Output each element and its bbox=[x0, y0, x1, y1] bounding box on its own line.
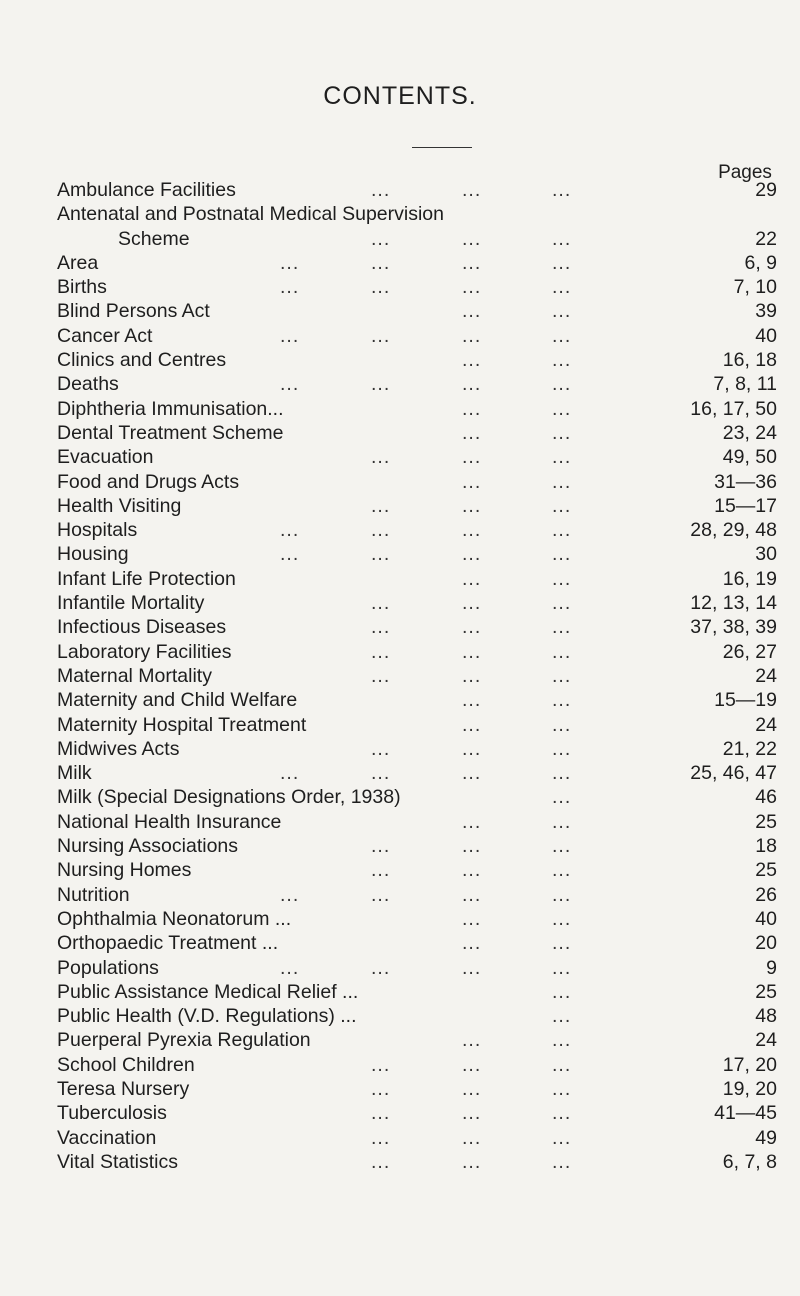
entry-title: Infantile Mortality bbox=[57, 592, 205, 615]
dot-leader: ... bbox=[552, 421, 572, 444]
dot-leader: ... bbox=[371, 276, 391, 299]
dot-leader: ... bbox=[552, 446, 572, 469]
dot-leader: ... bbox=[371, 835, 391, 858]
toc-entry bbox=[57, 1028, 797, 1052]
entry-title: Orthopaedic Treatment ... bbox=[57, 932, 279, 955]
dot-leader: ... bbox=[552, 1005, 572, 1028]
dot-leader: ... bbox=[462, 1077, 482, 1100]
dot-leader: ... bbox=[280, 519, 300, 542]
dot-leader: ... bbox=[462, 883, 482, 906]
entry-pages: 15—19 bbox=[714, 689, 777, 712]
dot-leader: ... bbox=[371, 640, 391, 663]
dot-leader: ... bbox=[280, 543, 300, 566]
toc-entry bbox=[57, 299, 797, 323]
dot-leader: ... bbox=[280, 373, 300, 396]
dot-leader: ... bbox=[552, 179, 572, 201]
dot-leader: ... bbox=[462, 932, 482, 955]
dot-leader: ... bbox=[462, 1102, 482, 1125]
dot-leader: ... bbox=[462, 1126, 482, 1149]
toc-entry bbox=[57, 1077, 797, 1101]
dot-leader: ... bbox=[462, 640, 482, 663]
entry-title: Populations bbox=[57, 956, 159, 979]
dot-leader: ... bbox=[371, 1053, 391, 1076]
entry-title: Vaccination bbox=[57, 1126, 157, 1149]
dot-leader: ... bbox=[462, 616, 482, 639]
entry-title: Milk bbox=[57, 762, 92, 785]
entry-title: Maternal Mortality bbox=[57, 664, 212, 687]
toc-entry bbox=[57, 470, 797, 494]
dot-leader: ... bbox=[371, 883, 391, 906]
dot-leader: ... bbox=[462, 397, 482, 420]
toc-entry bbox=[57, 567, 797, 591]
dot-leader: ... bbox=[462, 421, 482, 444]
entry-pages: 12, 13, 14 bbox=[690, 592, 777, 615]
toc-entry bbox=[57, 542, 797, 566]
dot-leader: ... bbox=[552, 470, 572, 493]
pages-column-header: Pages bbox=[718, 162, 772, 183]
entry-title: Infant Life Protection bbox=[57, 567, 236, 590]
dot-leader: ... bbox=[280, 956, 300, 979]
entry-pages: 49, 50 bbox=[722, 446, 777, 469]
entry-pages: 37, 38, 39 bbox=[690, 616, 777, 639]
dot-leader: ... bbox=[371, 1077, 391, 1100]
entry-pages: 25 bbox=[755, 980, 777, 1003]
dot-leader: ... bbox=[552, 664, 572, 687]
toc-entry bbox=[57, 785, 797, 809]
dot-leader: ... bbox=[552, 300, 572, 323]
dot-leader: ... bbox=[462, 470, 482, 493]
toc-entry bbox=[57, 1101, 797, 1125]
dot-leader: ... bbox=[552, 227, 572, 250]
dot-leader: ... bbox=[280, 883, 300, 906]
dot-leader: ... bbox=[552, 397, 572, 420]
entry-pages: 18 bbox=[755, 835, 777, 858]
dot-leader: ... bbox=[552, 786, 572, 809]
toc-entry bbox=[57, 858, 797, 882]
entry-pages: 31—36 bbox=[714, 470, 777, 493]
dot-leader: ... bbox=[371, 519, 391, 542]
entry-pages: 26 bbox=[755, 883, 777, 906]
entry-pages: 25, 46, 47 bbox=[690, 762, 777, 785]
dot-leader: ... bbox=[552, 616, 572, 639]
dot-leader: ... bbox=[462, 227, 482, 250]
dot-leader: ... bbox=[552, 932, 572, 955]
dot-leader: ... bbox=[552, 567, 572, 590]
dot-leader: ... bbox=[552, 349, 572, 372]
dot-leader: ... bbox=[462, 324, 482, 347]
toc-entry bbox=[57, 834, 797, 858]
dot-leader: ... bbox=[552, 810, 572, 833]
entry-title: Nursing Homes bbox=[57, 859, 192, 882]
dot-leader: ... bbox=[462, 713, 482, 736]
dot-leader: ... bbox=[280, 762, 300, 785]
dot-leader: ... bbox=[552, 1077, 572, 1100]
dot-leader: ... bbox=[371, 1150, 391, 1173]
dot-leader: ... bbox=[462, 907, 482, 930]
dot-leader: ... bbox=[371, 762, 391, 785]
toc-entry bbox=[57, 931, 797, 955]
entry-pages: 49 bbox=[755, 1126, 777, 1149]
entry-pages: 15—17 bbox=[714, 494, 777, 517]
toc-entry bbox=[57, 275, 797, 299]
dot-leader: ... bbox=[552, 251, 572, 274]
entry-pages: 21, 22 bbox=[722, 737, 777, 760]
dot-leader: ... bbox=[462, 276, 482, 299]
dot-leader: ... bbox=[552, 980, 572, 1003]
entry-title: School Children bbox=[57, 1053, 195, 1076]
entry-title: Evacuation bbox=[57, 446, 154, 469]
dot-leader: ... bbox=[552, 1126, 572, 1149]
dot-leader: ... bbox=[462, 859, 482, 882]
toc-entry bbox=[57, 1126, 797, 1150]
entry-title: Maternity Hospital Treatment bbox=[57, 713, 307, 736]
dot-leader: ... bbox=[462, 592, 482, 615]
entry-title: Clinics and Centres bbox=[57, 349, 227, 372]
entry-title: Area bbox=[57, 251, 99, 274]
entry-pages: 46 bbox=[755, 786, 777, 809]
entry-title: Births bbox=[57, 276, 107, 299]
dot-leader: ... bbox=[552, 859, 572, 882]
dot-leader: ... bbox=[280, 276, 300, 299]
entry-title: Teresa Nursery bbox=[57, 1077, 190, 1100]
dot-leader: ... bbox=[371, 251, 391, 274]
toc-entry bbox=[57, 202, 797, 226]
entry-pages: 6, 7, 8 bbox=[722, 1150, 777, 1173]
dot-leader: ... bbox=[462, 446, 482, 469]
entry-pages: 22 bbox=[755, 227, 777, 250]
dot-leader: ... bbox=[280, 251, 300, 274]
dot-leader: ... bbox=[462, 762, 482, 785]
entry-title: Health Visiting bbox=[57, 494, 182, 517]
dot-leader: ... bbox=[552, 324, 572, 347]
toc-entry bbox=[57, 713, 797, 737]
entry-title: Milk (Special Designations Order, 1938) bbox=[57, 786, 401, 809]
dot-leader: ... bbox=[462, 810, 482, 833]
entry-pages: 30 bbox=[755, 543, 777, 566]
toc-entry bbox=[57, 761, 797, 785]
toc-entry bbox=[57, 664, 797, 688]
toc-entry bbox=[57, 372, 797, 396]
dot-leader: ... bbox=[552, 543, 572, 566]
dot-leader: ... bbox=[552, 956, 572, 979]
dot-leader: ... bbox=[462, 835, 482, 858]
entry-title: Housing bbox=[57, 543, 129, 566]
toc-entry bbox=[57, 615, 797, 639]
entry-pages: 40 bbox=[755, 907, 777, 930]
dot-leader: ... bbox=[371, 324, 391, 347]
entry-title: Laboratory Facilities bbox=[57, 640, 232, 663]
dot-leader: ... bbox=[552, 835, 572, 858]
contents-list bbox=[57, 178, 797, 1174]
entry-pages: 17, 20 bbox=[722, 1053, 777, 1076]
toc-entry bbox=[57, 688, 797, 712]
entry-title: Blind Persons Act bbox=[57, 300, 210, 323]
toc-entry bbox=[57, 324, 797, 348]
dot-leader: ... bbox=[552, 1053, 572, 1076]
entry-pages: 9 bbox=[766, 956, 777, 979]
entry-title: Ambulance Facilities bbox=[57, 179, 236, 201]
entry-title: Vital Statistics bbox=[57, 1150, 179, 1173]
dot-leader: ... bbox=[462, 1150, 482, 1173]
dot-leader: ... bbox=[552, 276, 572, 299]
dot-leader: ... bbox=[552, 494, 572, 517]
entry-pages: 16, 19 bbox=[722, 567, 777, 590]
toc-entry bbox=[57, 1053, 797, 1077]
entry-pages: 39 bbox=[755, 300, 777, 323]
entry-title: Cancer Act bbox=[57, 324, 153, 347]
dot-leader: ... bbox=[371, 227, 391, 250]
toc-entry bbox=[57, 980, 797, 1004]
dot-leader: ... bbox=[552, 907, 572, 930]
dot-leader: ... bbox=[462, 1029, 482, 1052]
toc-entry bbox=[57, 1004, 797, 1028]
entry-title: National Health Insurance bbox=[57, 810, 282, 833]
dot-leader: ... bbox=[552, 737, 572, 760]
dot-leader: ... bbox=[462, 300, 482, 323]
dot-leader: ... bbox=[462, 494, 482, 517]
dot-leader: ... bbox=[552, 762, 572, 785]
entry-pages: 25 bbox=[755, 859, 777, 882]
dot-leader: ... bbox=[552, 1102, 572, 1125]
entry-title: Public Assistance Medical Relief ... bbox=[57, 980, 359, 1003]
entry-title: Nutrition bbox=[57, 883, 130, 906]
dot-leader: ... bbox=[371, 592, 391, 615]
dot-leader: ... bbox=[371, 373, 391, 396]
dot-leader: ... bbox=[552, 592, 572, 615]
entry-title: Tuberculosis bbox=[57, 1102, 167, 1125]
entry-pages: 25 bbox=[755, 810, 777, 833]
entry-pages: 29 bbox=[755, 179, 777, 201]
dot-leader: ... bbox=[462, 179, 482, 201]
dot-leader: ... bbox=[552, 1029, 572, 1052]
toc-entry bbox=[57, 518, 797, 542]
entry-pages: 28, 29, 48 bbox=[690, 519, 777, 542]
toc-entry bbox=[57, 348, 797, 372]
entry-pages: 24 bbox=[755, 664, 777, 687]
toc-entry bbox=[57, 178, 797, 202]
entry-title: Midwives Acts bbox=[57, 737, 180, 760]
toc-entry bbox=[57, 810, 797, 834]
entry-title: Nursing Associations bbox=[57, 835, 239, 858]
dot-leader: ... bbox=[462, 373, 482, 396]
toc-entry bbox=[57, 445, 797, 469]
entry-pages: 23, 24 bbox=[722, 421, 777, 444]
dot-leader: ... bbox=[462, 543, 482, 566]
dot-leader: ... bbox=[462, 956, 482, 979]
entry-title: Puerperal Pyrexia Regulation bbox=[57, 1029, 311, 1052]
dot-leader: ... bbox=[462, 349, 482, 372]
toc-entry bbox=[57, 956, 797, 980]
entry-title: Maternity and Child Welfare bbox=[57, 689, 298, 712]
page-title: CONTENTS. bbox=[323, 82, 477, 110]
entry-pages: 19, 20 bbox=[722, 1077, 777, 1100]
entry-title: Infectious Diseases bbox=[57, 616, 227, 639]
entry-pages: 16, 17, 50 bbox=[690, 397, 777, 420]
toc-entry bbox=[57, 494, 797, 518]
dot-leader: ... bbox=[462, 519, 482, 542]
dot-leader: ... bbox=[371, 616, 391, 639]
toc-entry bbox=[57, 397, 797, 421]
dot-leader: ... bbox=[371, 664, 391, 687]
entry-title: Public Health (V.D. Regulations) ... bbox=[57, 1005, 357, 1028]
dot-leader: ... bbox=[552, 373, 572, 396]
entry-pages: 6, 9 bbox=[744, 251, 777, 274]
entry-title: Scheme bbox=[118, 227, 190, 250]
entry-pages: 48 bbox=[755, 1005, 777, 1028]
toc-entry bbox=[57, 227, 797, 251]
entry-pages: 24 bbox=[755, 713, 777, 736]
dot-leader: ... bbox=[552, 713, 572, 736]
toc-entry bbox=[57, 591, 797, 615]
entry-title: Food and Drugs Acts bbox=[57, 470, 240, 493]
entry-title: Deaths bbox=[57, 373, 119, 396]
toc-entry bbox=[57, 737, 797, 761]
dot-leader: ... bbox=[552, 1150, 572, 1173]
dot-leader: ... bbox=[371, 446, 391, 469]
dot-leader: ... bbox=[552, 689, 572, 712]
dot-leader: ... bbox=[552, 519, 572, 542]
dot-leader: ... bbox=[371, 1102, 391, 1125]
toc-entry bbox=[57, 421, 797, 445]
dot-leader: ... bbox=[552, 640, 572, 663]
entry-title: Ophthalmia Neonatorum ... bbox=[57, 907, 292, 930]
entry-pages: 7, 8, 11 bbox=[713, 373, 777, 396]
dot-leader: ... bbox=[371, 859, 391, 882]
toc-entry bbox=[57, 883, 797, 907]
dot-leader: ... bbox=[371, 543, 391, 566]
dot-leader: ... bbox=[371, 179, 391, 201]
entry-pages: 40 bbox=[755, 324, 777, 347]
title-rule bbox=[412, 147, 472, 148]
dot-leader: ... bbox=[462, 251, 482, 274]
toc-entry bbox=[57, 907, 797, 931]
dot-leader: ... bbox=[462, 689, 482, 712]
toc-entry bbox=[57, 640, 797, 664]
dot-leader: ... bbox=[371, 737, 391, 760]
entry-title: Diphtheria Immunisation... bbox=[57, 397, 284, 420]
dot-leader: ... bbox=[371, 1126, 391, 1149]
dot-leader: ... bbox=[371, 494, 391, 517]
toc-entry bbox=[57, 251, 797, 275]
entry-pages: 26, 27 bbox=[722, 640, 777, 663]
dot-leader: ... bbox=[462, 1053, 482, 1076]
dot-leader: ... bbox=[462, 567, 482, 590]
dot-leader: ... bbox=[371, 956, 391, 979]
entry-pages: 20 bbox=[755, 932, 777, 955]
entry-pages: 7, 10 bbox=[733, 276, 777, 299]
dot-leader: ... bbox=[462, 664, 482, 687]
entry-pages: 41—45 bbox=[714, 1102, 777, 1125]
dot-leader: ... bbox=[280, 324, 300, 347]
dot-leader: ... bbox=[552, 883, 572, 906]
entry-title: Dental Treatment Scheme bbox=[57, 421, 284, 444]
entry-title: Antenatal and Postnatal Medical Supervision bbox=[57, 203, 444, 226]
toc-entry bbox=[57, 1150, 797, 1174]
dot-leader: ... bbox=[462, 737, 482, 760]
entry-pages: 16, 18 bbox=[722, 349, 777, 372]
entry-pages: 24 bbox=[755, 1029, 777, 1052]
entry-title: Hospitals bbox=[57, 519, 138, 542]
